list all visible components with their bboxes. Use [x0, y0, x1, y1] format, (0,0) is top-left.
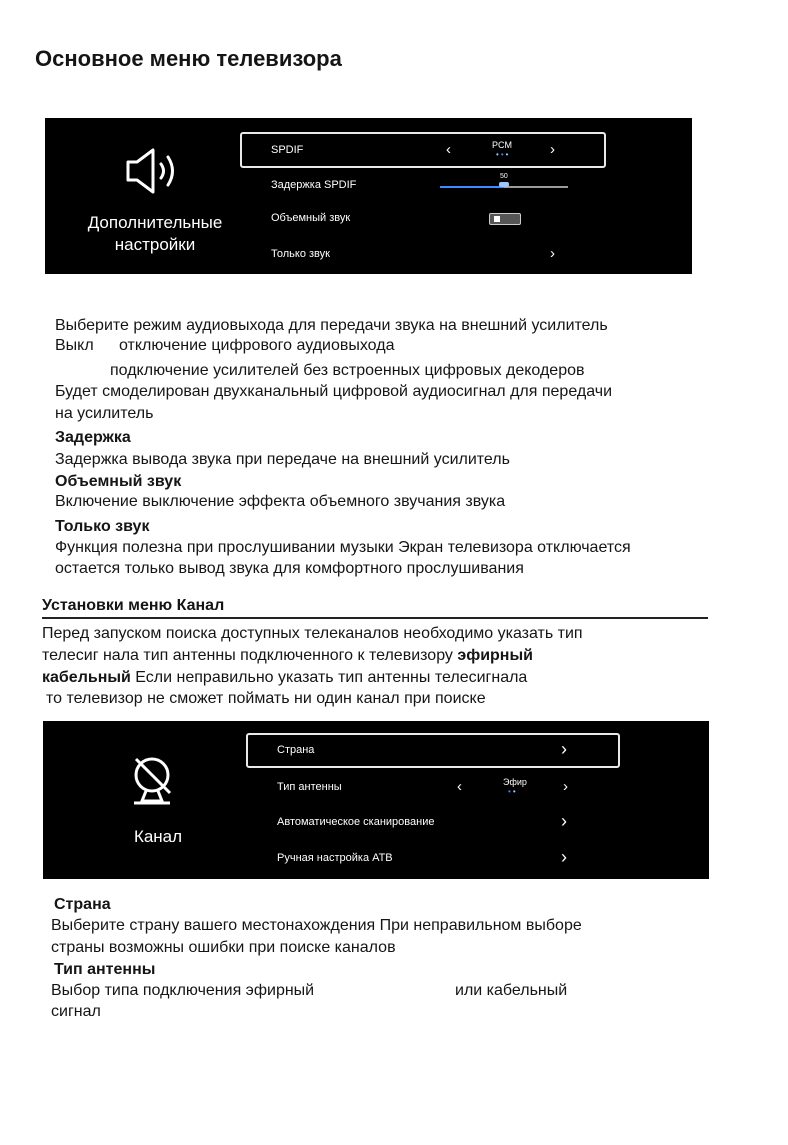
page-title: Основное меню телевизора	[35, 46, 342, 71]
heading-delay: Задержка	[55, 429, 131, 446]
spdif-value-dots: •••	[496, 150, 511, 159]
channel-intro-cable: кабельный	[42, 669, 131, 686]
country-label: Страна	[277, 744, 315, 756]
spdif-delay-slider[interactable]	[440, 173, 568, 188]
text-country-1: Выберите страну вашего местонахождения При неправильном выборе	[51, 917, 582, 934]
channel-intro-line1: Перед запуском поиска доступных телеканалов необходимо указать тип	[42, 625, 583, 642]
heading-country: Страна	[54, 896, 111, 913]
channel-intro-line2	[42, 646, 533, 665]
chevron-right-icon[interactable]: ›	[550, 245, 555, 262]
audio-desc-off: Выкл	[55, 337, 94, 354]
heading-surround: Объемный звук	[55, 473, 182, 490]
chevron-right-icon[interactable]: ›	[550, 141, 555, 158]
channel-panel-label: Канал	[133, 827, 183, 846]
text-antenna-1a: Выбор типа подключения эфирный	[51, 982, 315, 999]
slider-value: 50	[500, 173, 508, 180]
surround-label: Объемный звук	[271, 212, 351, 224]
audio-only-label: Только звук	[271, 248, 330, 260]
audio-desc-line1: Выберите режим аудиовыхода для передачи звука на внешний усилитель	[55, 317, 608, 334]
antenna-type-label: Тип антенны	[277, 781, 342, 793]
chevron-right-icon[interactable]: ›	[561, 811, 567, 831]
channel-intro-air: эфирный	[457, 647, 533, 664]
text-audio-only-1: Функция полезна при прослушивании музыки Экран телевизора отключается	[55, 539, 631, 556]
channel-intro-line2-text: телесиг нала тип антенны подключенного к телевизору	[42, 647, 458, 664]
surround-toggle[interactable]	[489, 213, 521, 225]
slider-knob[interactable]	[499, 182, 509, 187]
text-country-2: страны возможны ошибки при поиске каналов	[51, 939, 396, 956]
toggle-knob	[494, 216, 500, 222]
section-divider	[42, 617, 708, 619]
text-antenna-1b: или кабельный	[455, 982, 568, 999]
chevron-left-icon[interactable]: ‹	[446, 141, 451, 158]
text-antenna-2: сигнал	[51, 1003, 101, 1020]
channel-intro-line3-text: Если неправильно указать тип антенны телесигнала	[130, 669, 528, 686]
channel-intro-line3	[42, 668, 527, 687]
chevron-left-icon[interactable]: ‹	[457, 778, 462, 795]
channel-section-heading: Установки меню Канал	[42, 597, 225, 614]
antenna-type-value: Эфир	[503, 777, 527, 787]
satellite-dish-off-icon	[128, 753, 180, 809]
slider-fill	[440, 186, 504, 188]
channel-settings-panel	[43, 721, 709, 879]
audio-desc-line3: подключение усилителей без встроенных цифровых декодеров	[110, 362, 585, 379]
text-surround: Включение выключение эффекта объемного звучания звука	[55, 493, 506, 510]
audio-panel-label: Дополнительные настройки	[87, 213, 223, 254]
chevron-right-icon[interactable]: ›	[561, 739, 567, 759]
spdif-value: PCM	[492, 140, 512, 150]
auto-scan-label: Автоматическое сканирование	[277, 816, 435, 828]
spdif-label: SPDIF	[271, 144, 304, 156]
chevron-right-icon[interactable]: ›	[561, 847, 567, 867]
spdif-delay-label: Задержка SPDIF	[271, 179, 357, 191]
speaker-icon	[125, 148, 185, 194]
audio-settings-panel	[45, 118, 692, 274]
antenna-value-dots: ••	[508, 787, 518, 796]
channel-intro-line4: то телевизор не сможет поймать ни один канал при поиске	[46, 690, 486, 707]
heading-audio-only: Только звук	[55, 518, 150, 535]
chevron-right-icon[interactable]: ›	[563, 778, 568, 795]
text-delay: Задержка вывода звука при передаче на внешний усилитель	[55, 451, 510, 468]
audio-desc-line5: на усилитель	[55, 405, 154, 422]
manual-atv-label: Ручная настройка АТВ	[277, 852, 393, 864]
heading-antenna: Тип антенны	[54, 961, 156, 978]
audio-desc-off-text: отключение цифрового аудиовыхода	[119, 337, 395, 354]
audio-desc-line4: Будет смоделирован двухканальный цифровой аудиосигнал для передачи	[55, 383, 613, 400]
text-audio-only-2: остается только вывод звука для комфортного прослушивания	[55, 560, 524, 577]
